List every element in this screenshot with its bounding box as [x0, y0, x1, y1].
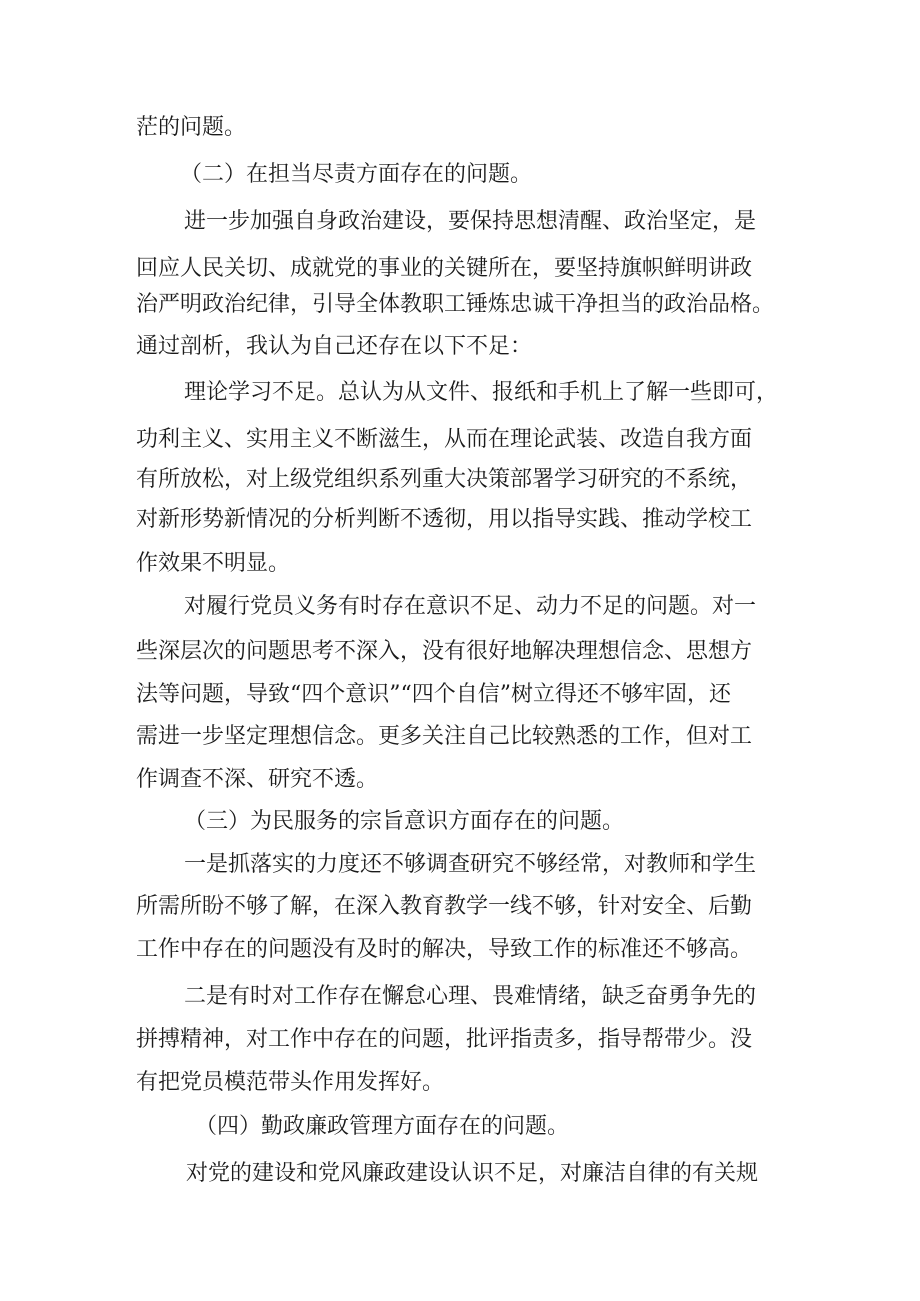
text-line: 有把党员模范带头作用发挥好。: [136, 1070, 445, 1095]
text-line: 一是抓落实的力度还不够调查研究不够经常，对教师和学生: [184, 852, 757, 877]
section-heading-4: （四）勤政廉政管理方面存在的问题。: [195, 1114, 570, 1139]
section-heading-3: （三）为民服务的宗旨意识方面存在的问题。: [184, 809, 625, 834]
text-line: 有所放松，对上级党组织系列重大决策部署学习研究的不系统，: [136, 467, 753, 492]
text-line: 治严明政治纪律，引导全体教职工锤炼忠诚干净担当的政治品格。: [136, 292, 775, 317]
text-line: 进一步加强自身政治建设，要保持思想清醒、政治坚定，是: [184, 209, 757, 234]
text-line: 理论学习不足。总认为从文件、报纸和手机上了解一些即可，: [184, 380, 779, 405]
text-line: 作调查不深、研究不透。: [136, 767, 379, 792]
text-line: 功利主义、实用主义不断滋生，从而在理论武装、改造自我方面: [136, 427, 753, 452]
text-line: 通过剖析，我认为自己还存在以下不足：: [136, 334, 533, 359]
text-line: 回应人民关切、成就党的事业的关键所在，要坚持旗帜鲜明讲政: [136, 256, 753, 281]
text-line: 需进一步坚定理想信念。更多关注自己比较熟悉的工作，但对工: [136, 724, 753, 749]
text-line: 工作中存在的问题没有及时的解决，导致工作的标准还不够高。: [136, 937, 753, 962]
text-line: 作效果不明显。: [136, 551, 291, 576]
text-line: 二是有时对工作存在懈怠心理、畏难情绪，缺乏奋勇争先的: [184, 984, 757, 1009]
text-line: 些深层次的问题思考不深入，没有很好地解决理想信念、思想方: [136, 639, 753, 664]
text-line: 所需所盼不够了解，在深入教育教学一线不够，针对安全、后勤: [136, 894, 753, 919]
text-line: 对党的建设和党风廉政建设认识不足，对廉洁自律的有关规: [186, 1161, 759, 1186]
text-line: 法等问题，导致“四个意识”“四个自信”树立得还不够牢固，还: [136, 682, 731, 707]
text-line: 茫的问题。: [136, 115, 247, 140]
text-line: 对履行党员义务有时存在意识不足、动力不足的问题。对一: [184, 594, 757, 619]
text-line: 对新形势新情况的分析判断不透彻，用以指导实践、推动学校工: [136, 507, 753, 532]
text-line: 拼搏精神，对工作中存在的问题，批评指责多，指导帮带少。没: [136, 1027, 753, 1052]
section-heading-2: （二）在担当尽责方面存在的问题。: [180, 162, 533, 187]
